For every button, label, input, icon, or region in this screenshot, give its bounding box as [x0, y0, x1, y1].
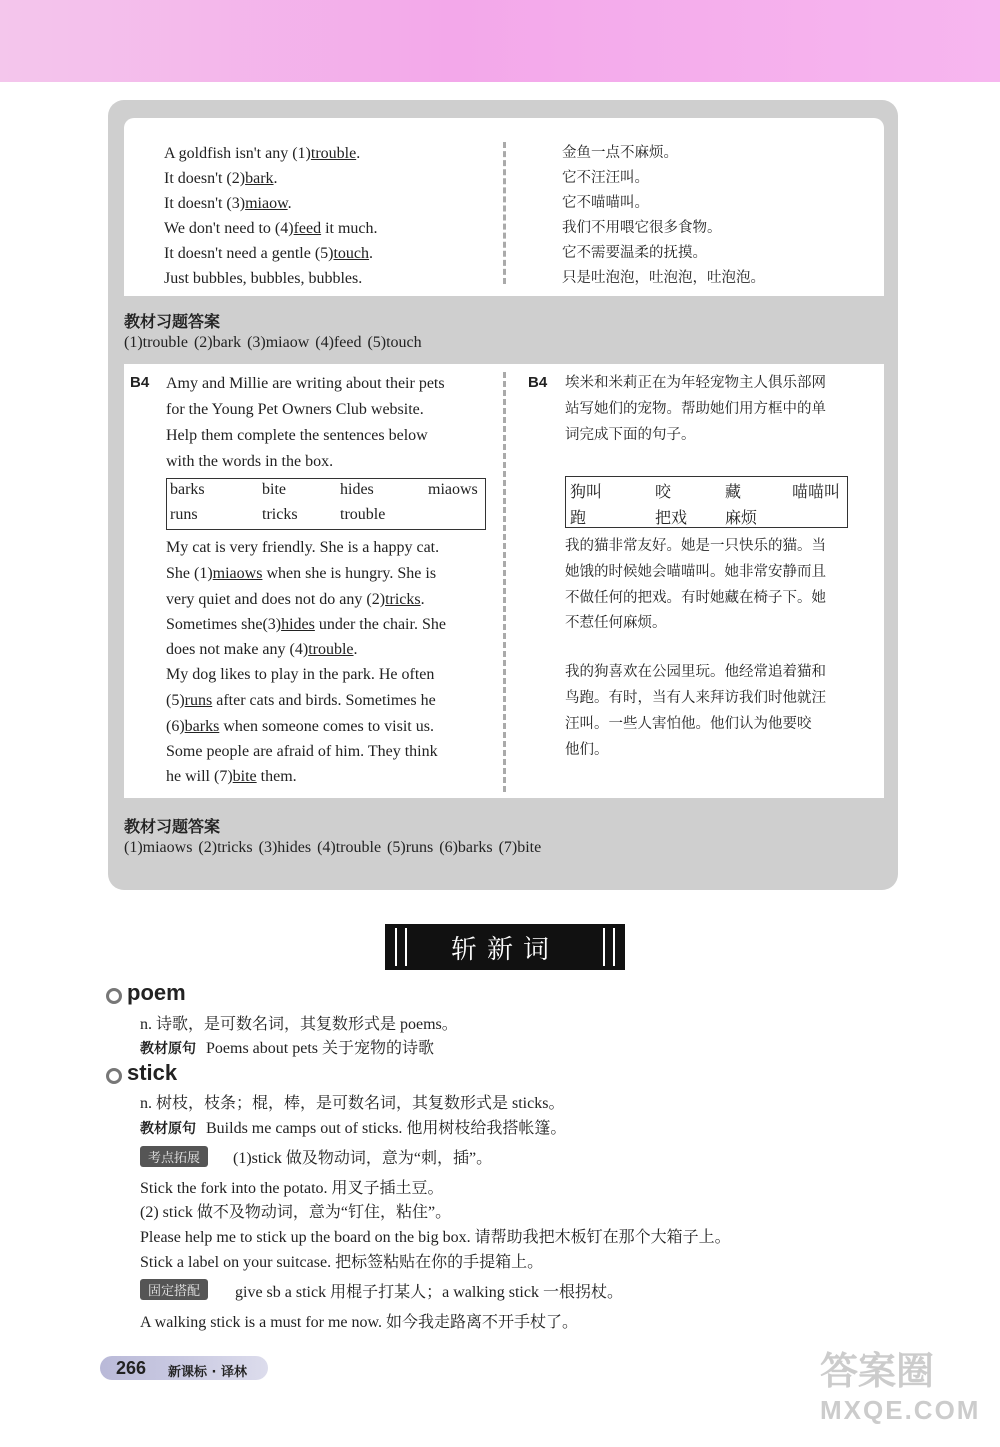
poem-cn-2: 它不汪汪叫。 — [562, 170, 649, 186]
poem-cn-1: 金鱼一点不麻烦。 — [562, 145, 678, 161]
cat-line-4: Sometimes she(3)hides under the chair. She — [166, 616, 446, 633]
b4-intro-2: for the Young Pet Owners Club website. — [166, 401, 424, 418]
divider — [503, 372, 506, 792]
cat-line-1: My cat is very friendly. She is a happy cat. — [166, 539, 440, 556]
poem-cn-5: 它不需要温柔的抚摸。 — [562, 245, 707, 261]
dog-line-1: My dog likes to play in the park. He often — [166, 666, 435, 683]
cn-dog-1: 我的狗喜欢在公园里玩。他经常追着猫和 — [565, 664, 826, 680]
b4-cn-intro-2: 站写她们的宠物。帮助她们用方框中的单 — [565, 401, 826, 417]
header-banner — [0, 0, 1000, 82]
poem-definition: n. 诗歌，是可数名词，其复数形式是 poems。 — [140, 1016, 458, 1033]
answers-heading-1: 教材习题答案 — [124, 312, 221, 331]
cn-dog-2: 鸟跑。有时，当有人来拜访我们时他就汪 — [565, 690, 826, 706]
answers-heading-2: 教材习题答案 — [124, 817, 221, 836]
b4-cn-intro-3: 词完成下面的句子。 — [565, 427, 696, 443]
poem-line-5: It doesn't need a gentle (5)touch. — [164, 245, 374, 262]
b4-intro-1: Amy and Millie are writing about their pets — [166, 375, 445, 392]
section-title — [385, 924, 625, 970]
bullet-icon — [106, 988, 122, 1004]
badge-collocation: 固定搭配 — [140, 1279, 208, 1300]
cat-line-3: very quiet and does not do any (2)tricks. — [166, 591, 425, 608]
stick-example-2: Please help me to stick up the board on the big box. 请帮助我把木板钉在那个大箱子上。 — [140, 1229, 731, 1246]
divider — [503, 142, 506, 284]
stick-example-4: A walking stick is a must for me now. 如今我走路离不开手杖了。 — [140, 1314, 579, 1331]
poem-line-6: Just bubbles, bubbles, bubbles. — [164, 270, 363, 287]
answers-2: (1)miaows (2)tricks (3)hides (4)trouble (5)runs (6)barks (7)bite — [124, 839, 542, 856]
watermark-text: 答案圈 MXQE.COM — [820, 1351, 981, 1425]
b4-intro-3: Help them complete the sentences below — [166, 427, 428, 444]
page-number: 266 — [116, 1358, 147, 1378]
stick-phrase: give sb a stick 用棍子打某人；a walking stick 一根拐杖。 — [235, 1284, 623, 1301]
poem-line-3: It doesn't (3)miaow. — [164, 195, 292, 212]
watermark-logo — [820, 1340, 980, 1426]
stick-definition: n. 树枝，枝条；棍，棒，是可数名词，其复数形式是 sticks。 — [140, 1095, 565, 1112]
dog-line-5: he will (7)bite them. — [166, 768, 297, 785]
footer-brand: 新课标 · 译林 — [168, 1365, 247, 1380]
vocab-word-stick: stick — [127, 1060, 178, 1085]
b4-tag-cn: B4 — [528, 374, 548, 391]
cn-dog-4: 他们。 — [565, 742, 609, 758]
cn-dog-3: 汪叫。一些人害怕他。他们认为他要咬 — [565, 716, 812, 732]
cat-line-2: She (1)miaows when she is hungry. She is — [166, 565, 437, 582]
poem-line-1: A goldfish isn't any (1)trouble. — [164, 145, 361, 162]
poem-example: 教材原句 Poems about pets 关于宠物的诗歌 — [140, 1040, 434, 1057]
cn-cat-1: 我的猫非常友好。她是一只快乐的猫。当 — [565, 538, 826, 554]
stick-point-2: (2) stick 做不及物动词，意为“钉住，粘住”。 — [140, 1204, 452, 1221]
b4-cn-intro-1: 埃米和米莉正在为年轻宠物主人俱乐部网 — [565, 375, 826, 391]
poem-line-2: It doesn't (2)bark. — [164, 170, 278, 187]
badge-extension: 考点拓展 — [140, 1146, 208, 1167]
cn-cat-3: 不做任何的把戏。有时她藏在椅子下。她 — [565, 590, 826, 606]
dog-line-3: (6)barks when someone comes to visit us. — [166, 718, 434, 735]
poem-line-4: We don't need to (4)feed it much. — [164, 220, 378, 237]
stick-example-1: Stick the fork into the potato. 用叉子插土豆。 — [140, 1180, 444, 1197]
b4-intro-4: with the words in the box. — [166, 453, 334, 470]
cn-cat-2: 她饿的时候她会喵喵叫。她非常安静而且 — [565, 564, 826, 580]
stick-example-3: Stick a label on your suitcase. 把标签粘贴在你的手提箱上。 — [140, 1254, 544, 1271]
vocab-word-poem: poem — [127, 980, 186, 1005]
section-title-text: 斩新词 — [450, 934, 559, 965]
poem-cn-6: 只是吐泡泡，吐泡泡，吐泡泡。 — [562, 270, 765, 286]
stick-example: 教材原句 Builds me camps out of sticks. 他用树枝给我搭帐篷。 — [140, 1120, 567, 1137]
bullet-icon — [106, 1068, 122, 1084]
poem-cn-4: 我们不用喂它很多食物。 — [562, 220, 722, 236]
dog-line-4: Some people are afraid of him. They think — [166, 743, 438, 760]
dog-line-2: (5)runs after cats and birds. Sometimes he — [166, 692, 436, 709]
cn-cat-4: 不惹任何麻烦。 — [565, 615, 667, 631]
cat-line-5: does not make any (4)trouble. — [166, 641, 358, 658]
poem-cn-3: 它不喵喵叫。 — [562, 195, 649, 211]
b4-tag: B4 — [130, 374, 150, 391]
answers-1: (1)trouble (2)bark (3)miaow (4)feed (5)touch — [124, 334, 422, 351]
stick-point-1: (1)stick 做及物动词，意为“刺，插”。 — [233, 1150, 493, 1167]
